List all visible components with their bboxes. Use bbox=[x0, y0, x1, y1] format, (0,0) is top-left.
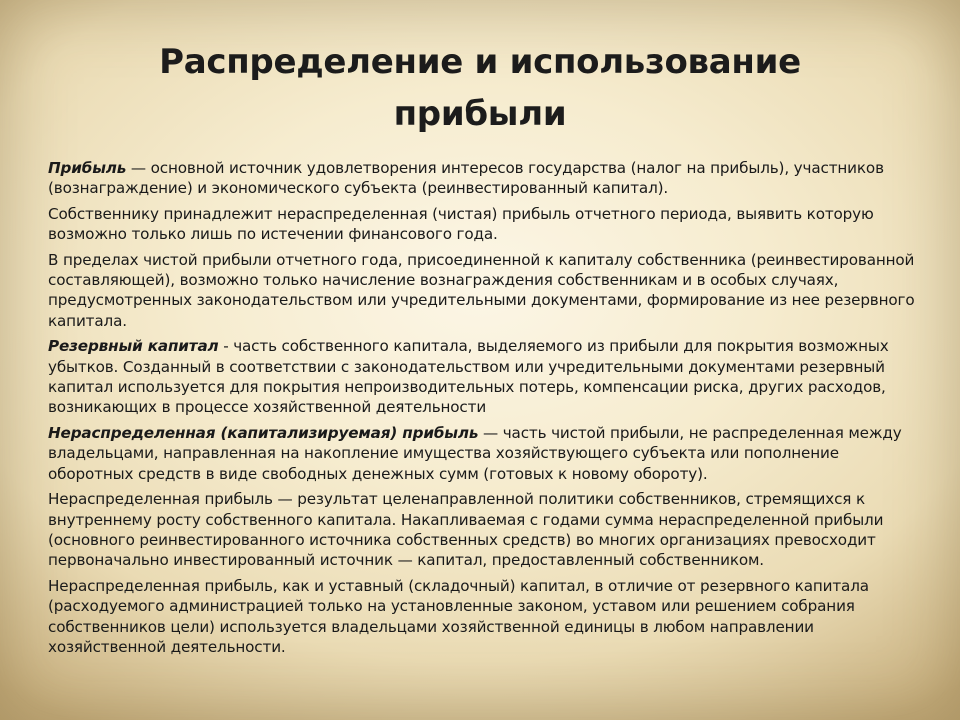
paragraph-text: Нераспределенная прибыль, как и уставный (складочный) капитал, в отличие от резервного капитала (расходуемого администрацией только на установленные законом, уставом или решением собрания собственников цели) используется владельцами хозяйственной единицы в любом направлении хозяйственной деятельности. bbox=[48, 576, 869, 656]
paragraph-net-profit-allocation bbox=[48, 250, 918, 332]
term-reserve-capital: Резервный капитал bbox=[48, 337, 219, 356]
paragraph-retained-earnings-policy bbox=[48, 489, 918, 571]
paragraph-text: В пределах чистой прибыли отчетного года, присоединенной к капиталу собственника (реинвестированной составляющей), возможно только начисление вознаграждения собственникам и в особых случаях, предусмотренных законодательством или учредительными документами, формирование из нее резервного капитала. bbox=[48, 250, 915, 330]
paragraph-text: — часть чистой прибыли, не распределенная между владельцами, направленная на накопление имущества хозяйствующего субъекта или пополнение оборотных средств в виде свободных денежных сумм (готовых к новому обороту). bbox=[48, 423, 902, 483]
term-profit: Прибыль bbox=[48, 159, 127, 177]
slide-title-line-1: Распределение и использование bbox=[159, 42, 801, 82]
paragraph-reserve-capital bbox=[48, 336, 918, 418]
paragraph-owner-net-profit bbox=[48, 204, 918, 245]
slide-body bbox=[48, 158, 918, 662]
slide-title bbox=[60, 36, 900, 140]
paragraph-text: Собственнику принадлежит нераспределенная (чистая) прибыль отчетного периода, выявить которую возможно только лишь по истечении финансового года. bbox=[48, 204, 874, 244]
paragraph-retained-earnings-definition bbox=[48, 423, 918, 484]
slide-title-line-2: прибыли bbox=[393, 94, 567, 134]
paragraph-profit-definition bbox=[48, 158, 918, 199]
term-retained-earnings: Нераспределенная (капитализируемая) прибыль bbox=[48, 423, 479, 442]
paragraph-retained-earnings-usage bbox=[48, 576, 918, 658]
paragraph-text: Нераспределенная прибыль — результат целенаправленной политики собственников, стремящихся к внутреннему росту собственного капитала. Накапливаемая с годами сумма нераспределенной прибыли (основного реинвестированного источника собственных средств) во многих организациях превосходит первоначально инвестированный источник — капитал, предоставленный собственником. bbox=[48, 490, 884, 570]
paragraph-text: — основной источник удовлетворения интересов государства (налог на прибыль), участников (вознаграждение) и экономического субъекта (реинвестированный капитал). bbox=[48, 159, 884, 198]
paragraph-text: - часть собственного капитала, выделяемого из прибыли для покрытия возможных убытков. Созданный в соответствии с законодательством или учредительными документами резервный капитал используется для покрытия непроизводительных потерь, компенсации риска, других расходов, возникающих в процессе хозяйственной деятельности bbox=[48, 337, 889, 417]
